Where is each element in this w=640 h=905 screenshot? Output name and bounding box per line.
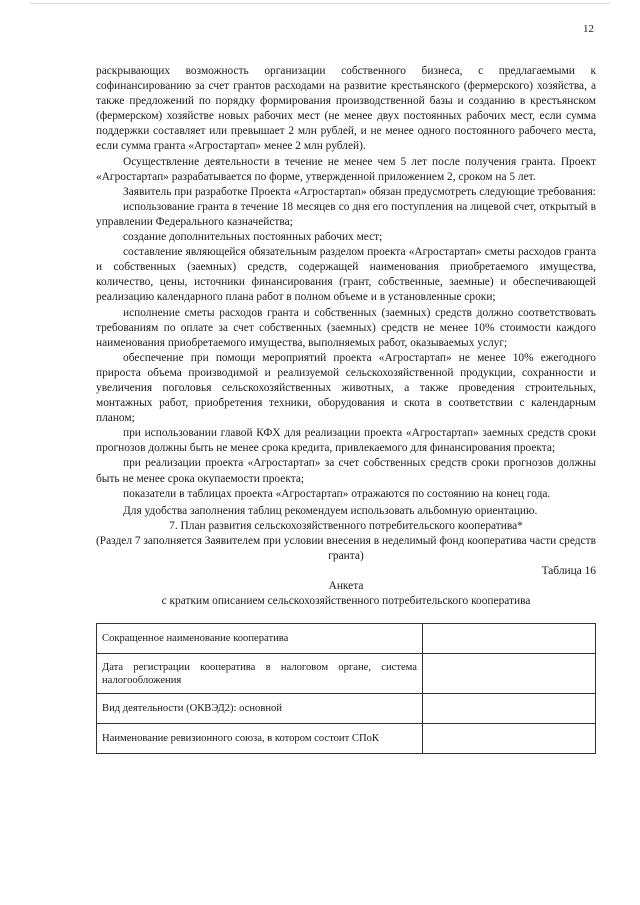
table-cell-value[interactable]: [423, 694, 596, 724]
table-cell-label: Вид деятельности (ОКВЭД2): основной: [97, 694, 423, 724]
paragraph: Осуществление деятельности в течение не менее чем 5 лет после получения гранта. Проект «Агростартап» разрабатывается по форме, утвержденной приложением 2, сроком на 5 лет.: [96, 155, 596, 183]
cooperative-info-table: [96, 623, 596, 754]
page-number: 12: [583, 23, 594, 35]
table-row: [97, 654, 596, 694]
requirement-item: при использовании главой КФХ для реализации проекта «Агростартап» заемных средств сроки прогнозов должны быть не менее срока кредита, привлекаемого для финансирования проекта;: [96, 427, 596, 455]
table-row: [97, 694, 596, 724]
requirement-item: исполнение сметы расходов гранта и собственных (заемных) средств должно соответствовать требованиям по оплате за счет собственных (заемных) средств не менее 10% стоимости каждого наименования приобретаемого имущества, выполняемых работ, оказываемых услуг;: [96, 306, 596, 349]
table-cell-label: Дата регистрации кооператива в налоговом органе, система налогообложения: [97, 654, 423, 694]
anketa-subtitle: с кратким описанием сельскохозяйственного потребительского кооператива: [161, 595, 531, 608]
paragraph: Для удобства заполнения таблиц рекомендуем использовать альбомную ориентацию.: [123, 504, 538, 517]
table-cell-label: Сокращенное наименование кооператива: [97, 624, 423, 654]
section-title: 7. План развития сельскохозяйственного потребительского кооператива*: [169, 519, 523, 532]
table-cell-value[interactable]: [423, 624, 596, 654]
table-cell-value[interactable]: [423, 724, 596, 754]
requirement-item: создание дополнительных постоянных рабочих мест;: [123, 231, 383, 244]
requirement-item: составление являющейся обязательным разделом проекта «Агростартап» сметы расходов гранта и собственных (заемных) средств, содержащей наименования приобретаемого имущества, количество, цены, источники финансирования (грант, собственные, заемные) и обеспечивающей реализацию календарного плана работ в полном объеме и в установленные сроки;: [96, 246, 596, 304]
section-subtitle: (Раздел 7 заполняется Заявителем при условии внесения в неделимый фонд кооператива части средств гранта): [96, 534, 596, 562]
requirement-item: использование гранта в течение 18 месяцев со дня его поступления на лицевой счет, открытый в управлении Федерального казначейства;: [96, 200, 596, 228]
table-row: [97, 724, 596, 754]
paragraph: Заявитель при разработке Проекта «Агростартап» обязан предусмотреть следующие требования:: [123, 185, 596, 198]
document-body: [96, 64, 596, 754]
requirement-item: показатели в таблицах проекта «Агростартап» отражаются по состоянию на конец года.: [123, 487, 551, 500]
requirement-item: обеспечение при помощи мероприятий проекта «Агростартап» не менее 10% ежегодного прироста объема производимой и реализуемой сельскохозяйственной продукции, сохранности и увеличения поголовья сельскохозяйственных животных, а также проведения строительных, монтажных работ, приобретения техники, оборудования и скота в соответствии с календарным планом;: [96, 351, 596, 425]
paragraph: раскрывающих возможность организации собственного бизнеса, с предлагаемыми к софинансированию за счет грантов расходами на развитие крестьянского (фермерского) хозяйства, а также предложений по порядку формирования производственной базы и созданию в крестьянском (фермерском) хозяйстве новых рабочих мест (не менее двух постоянных рабочих мест, если сумма поддержки составляет или превышает 2 млн рублей, и не менее одного постоянного рабочего места, если сумма гранта «Агростартап» менее 2 млн рублей).: [96, 65, 596, 153]
scan-edge-line: [30, 3, 610, 4]
requirement-item: при реализации проекта «Агростартап» за счет собственных средств сроки прогнозов должны быть не менее срока окупаемости проекта;: [96, 457, 596, 485]
table-label: Таблица 16: [541, 565, 596, 578]
anketa-title: Анкета: [328, 580, 364, 593]
table-cell-label: Наименование ревизионного союза, в котором состоит СПоК: [97, 724, 423, 754]
table-cell-value[interactable]: [423, 654, 596, 694]
table-row: [97, 624, 596, 654]
